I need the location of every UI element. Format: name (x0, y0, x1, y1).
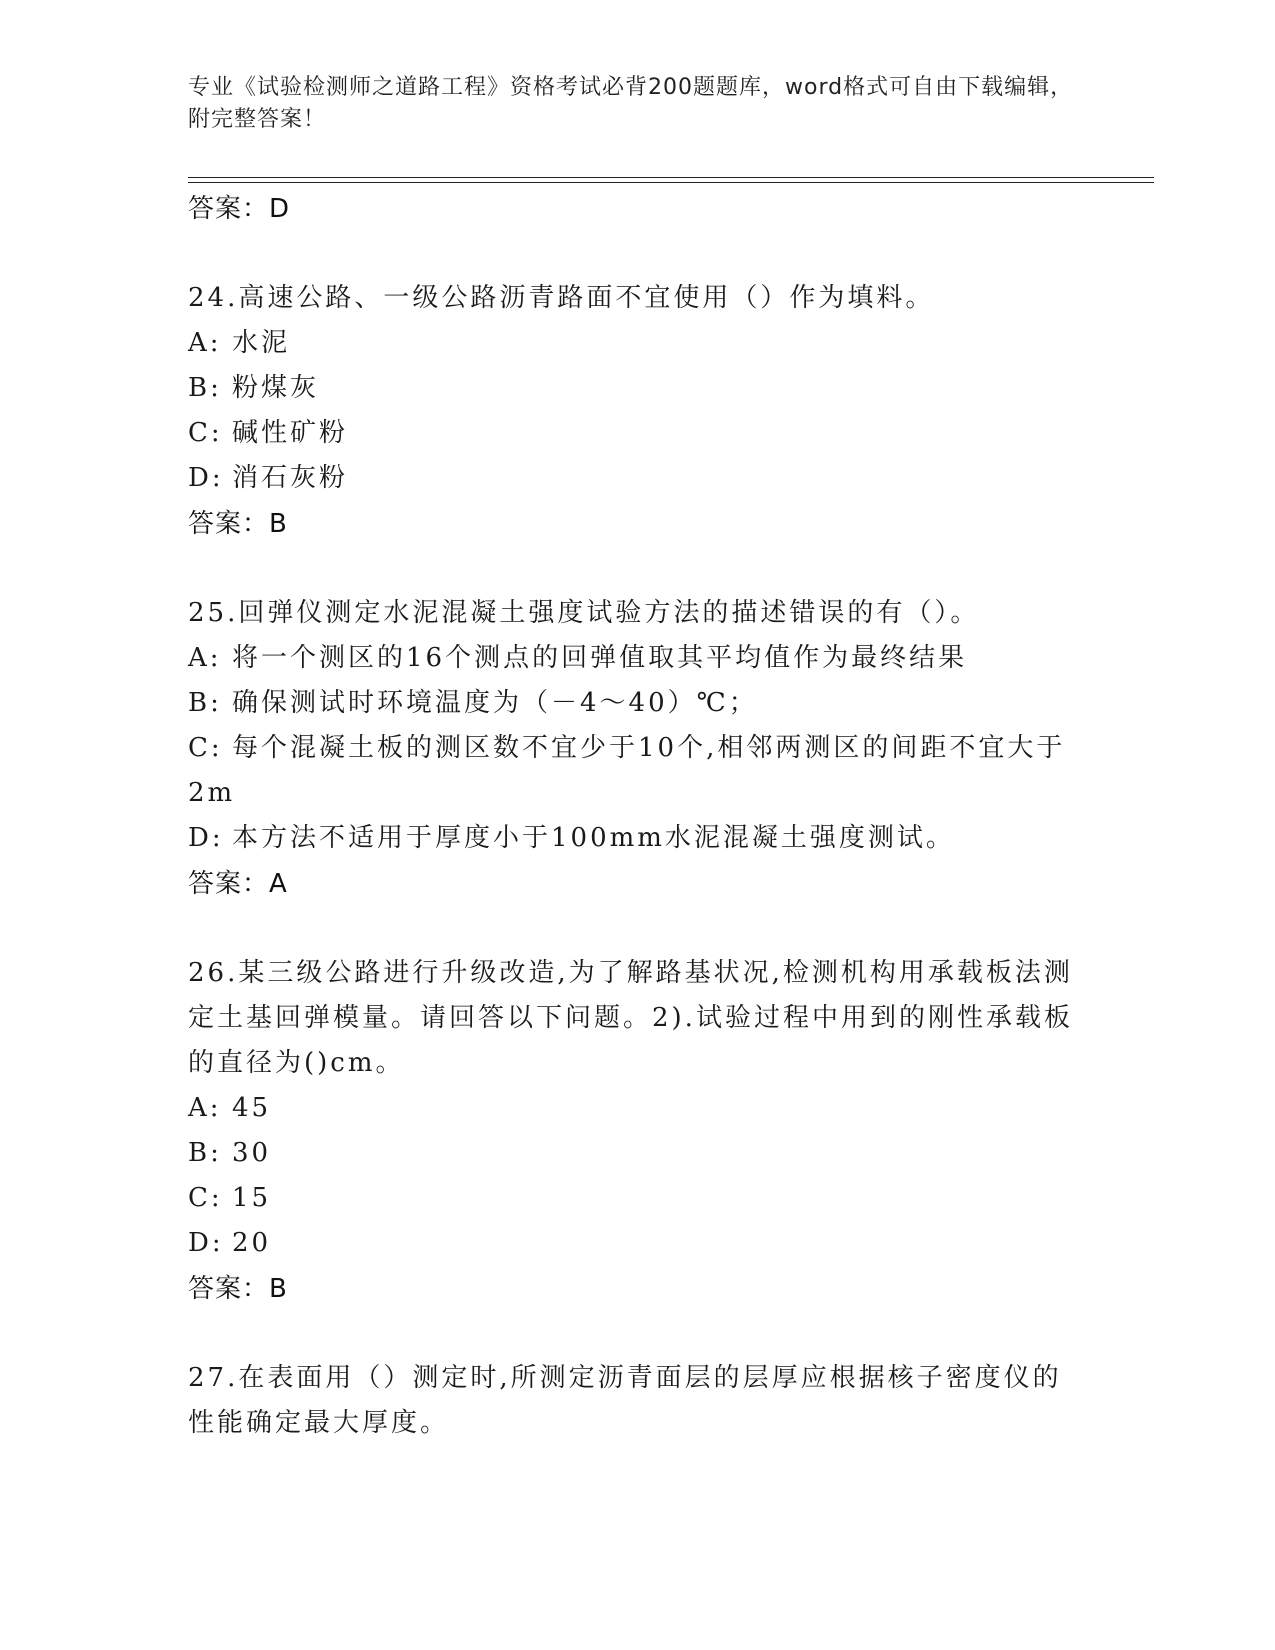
question-25 (188, 591, 1088, 907)
option-c: C: 碱性矿粉 (188, 418, 349, 448)
option-a: A: 水泥 (188, 328, 291, 358)
option-b: B: 粉煤灰 (188, 373, 320, 403)
answer-line: 答案：A (188, 869, 288, 899)
question-text: 24.高速公路、一级公路沥青路面不宜使用（）作为填料。 (188, 283, 935, 313)
option-d: D: 本方法不适用于厚度小于100mm水泥混凝土强度测试。 (188, 823, 955, 853)
option-b: B: 30 (188, 1138, 272, 1168)
option-b: B: 确保测试时环境温度为（－4～40）℃； (188, 688, 758, 718)
option-d: D: 消石灰粉 (188, 463, 349, 493)
question-24 (188, 276, 1088, 547)
option-c-continued: 2m (188, 778, 236, 808)
answer-line: 答案：B (188, 1274, 288, 1304)
question-text: 25.回弹仪测定水泥混凝土强度试验方法的描述错误的有（）。 (188, 598, 980, 628)
question-27 (188, 1356, 1088, 1446)
option-a: A: 45 (188, 1093, 272, 1123)
question-text: 27.在表面用（）测定时,所测定沥青面层的层厚应根据核子密度仪的性能确定最大厚度。 (188, 1363, 1062, 1438)
header-rule-top (188, 177, 1154, 178)
document-header: 专业《试验检测师之道路工程》资格考试必背200题题库，word格式可自由下载编辑，附完整答案！ (188, 75, 1074, 132)
previous-answer: 答案：D (188, 194, 291, 224)
option-c: C: 15 (188, 1183, 272, 1213)
option-c: C: 每个混凝土板的测区数不宜少于10个,相邻两测区的间距不宜大于 (188, 733, 1066, 763)
option-a: A: 将一个测区的16个测点的回弹值取其平均值作为最终结果 (188, 643, 968, 673)
header-rule-bottom (188, 182, 1154, 183)
answer-line: 答案：B (188, 509, 288, 539)
question-26 (188, 951, 1088, 1312)
question-text: 26.某三级公路进行升级改造,为了解路基状况,检测机构用承载板法测定土基回弹模量。请回答以下问题。2).试验过程中用到的刚性承载板的直径为()cm。 (188, 958, 1073, 1078)
option-d: D: 20 (188, 1228, 272, 1258)
question-list (188, 186, 1088, 1446)
